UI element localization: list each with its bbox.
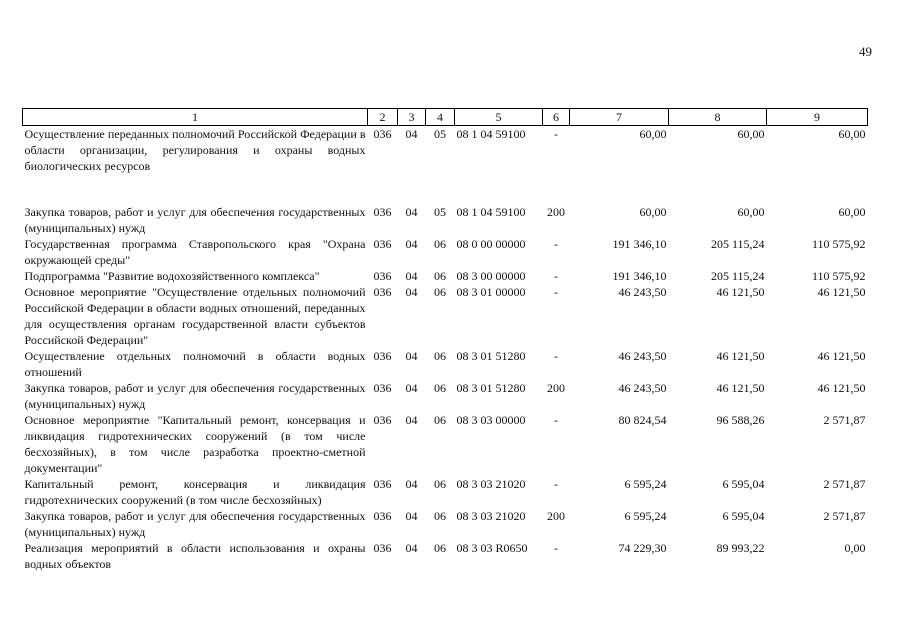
row-code-3: 04 — [405, 237, 418, 251]
row-code-6: - — [554, 413, 558, 427]
row-amount-9: 110 575,92 — [811, 269, 866, 283]
row-code-2: 036 — [373, 349, 392, 363]
row-code-6: 200 — [547, 381, 565, 395]
row-code-5: 08 1 04 59100 — [456, 127, 526, 141]
row-code-6: - — [554, 285, 558, 299]
column-header: 2 — [368, 109, 398, 126]
row-code-5: 08 0 00 00000 — [456, 237, 526, 251]
row-description: Закупка товаров, работ и услуг для обеспечения государственных (муниципальных) нужд — [24, 381, 366, 411]
row-code-4: 06 — [434, 349, 446, 363]
row-amount-8: 60,00 — [737, 205, 765, 219]
row-amount-8: 89 993,22 — [716, 541, 765, 555]
column-header: 1 — [23, 109, 368, 126]
row-code-4: 06 — [434, 285, 446, 299]
row-description: Подпрограмма "Развитие водохозяйственного комплекса" — [24, 269, 320, 283]
row-amount-8: 96 588,26 — [716, 413, 765, 427]
row-description: Осуществление отдельных полномочий в области водных отношений — [24, 349, 366, 379]
table-body — [23, 126, 868, 573]
row-code-3: 04 — [405, 381, 418, 395]
table-row — [23, 476, 868, 508]
row-amount-7: 46 243,50 — [618, 381, 667, 395]
row-description: Основное мероприятие "Капитальный ремонт, консервация и ликвидация гидротехнических сооружений (в том числе бесхозяйных), в том числе разработка проектно-сметной документации" — [24, 413, 366, 475]
row-code-4: 06 — [434, 381, 446, 395]
row-amount-9: 60,00 — [838, 127, 866, 141]
row-code-5: 08 3 01 51280 — [456, 349, 526, 363]
row-code-6: 200 — [547, 205, 565, 219]
column-header: 4 — [426, 109, 455, 126]
row-code-4: 06 — [434, 541, 446, 555]
row-code-4: 06 — [434, 413, 446, 427]
row-code-2: 036 — [373, 269, 392, 283]
table-row — [23, 284, 868, 348]
row-code-2: 036 — [373, 381, 392, 395]
row-code-2: 036 — [373, 413, 392, 427]
row-amount-8: 6 595,04 — [722, 477, 765, 491]
row-code-3: 04 — [405, 509, 418, 523]
table-row — [23, 508, 868, 540]
row-code-2: 036 — [373, 509, 392, 523]
row-code-4: 06 — [434, 269, 446, 283]
row-amount-8: 205 115,24 — [710, 269, 765, 283]
budget-table — [22, 108, 868, 572]
table-row — [23, 204, 868, 236]
row-code-2: 036 — [373, 541, 392, 555]
row-code-6: - — [554, 237, 558, 251]
row-amount-7: 60,00 — [639, 205, 667, 219]
row-code-3: 04 — [405, 413, 418, 427]
row-description: Государственная программа Ставропольского края "Охрана окружающей среды" — [24, 237, 366, 267]
row-amount-7: 6 595,24 — [624, 509, 667, 523]
column-header: 7 — [570, 109, 669, 126]
row-code-5: 08 1 04 59100 — [456, 205, 526, 219]
row-code-6: - — [554, 269, 558, 283]
table-row — [23, 380, 868, 412]
row-description: Реализация мероприятий в области использования и охраны водных объектов — [24, 541, 366, 571]
row-description: Капитальный ремонт, консервация и ликвидация гидротехнических сооружений (в том числе бесхозяйных) — [24, 477, 366, 507]
row-code-5: 08 3 03 21020 — [456, 509, 526, 523]
row-amount-8: 46 121,50 — [716, 349, 765, 363]
row-code-4: 05 — [434, 205, 446, 219]
row-code-2: 036 — [373, 127, 392, 141]
row-amount-7: 46 243,50 — [618, 349, 667, 363]
row-code-5: 08 3 01 51280 — [456, 381, 526, 395]
row-amount-8: 46 121,50 — [716, 285, 765, 299]
row-code-5: 08 3 03 21020 — [456, 477, 526, 491]
row-amount-7: 60,00 — [639, 127, 667, 141]
row-code-5: 08 3 01 00000 — [456, 285, 526, 299]
row-code-4: 05 — [434, 127, 446, 141]
row-amount-9: 46 121,50 — [817, 285, 866, 299]
row-amount-7: 191 346,10 — [612, 269, 667, 283]
row-code-3: 04 — [405, 205, 418, 219]
row-code-6: - — [554, 349, 558, 363]
row-code-2: 036 — [373, 237, 392, 251]
row-amount-9: 110 575,92 — [811, 237, 866, 251]
row-description: Осуществление переданных полномочий Российской Федерации в области организации, регулирования и охраны водных биологических ресурсов — [24, 127, 366, 173]
row-code-6: 200 — [547, 509, 565, 523]
column-header: 6 — [543, 109, 570, 126]
row-code-3: 04 — [405, 541, 418, 555]
table-row — [23, 126, 868, 205]
row-amount-7: 80 824,54 — [618, 413, 667, 427]
row-amount-8: 6 595,04 — [722, 509, 765, 523]
row-amount-9: 2 571,87 — [823, 413, 866, 427]
table-row — [23, 540, 868, 572]
table-row — [23, 412, 868, 476]
row-amount-9: 60,00 — [838, 205, 866, 219]
row-code-3: 04 — [405, 127, 418, 141]
row-code-4: 06 — [434, 477, 446, 491]
column-header: 3 — [398, 109, 426, 126]
row-code-5: 08 3 03 00000 — [456, 413, 526, 427]
page-number: 49 — [859, 44, 872, 59]
row-amount-7: 6 595,24 — [624, 477, 667, 491]
table-row — [23, 268, 868, 284]
row-amount-7: 74 229,30 — [618, 541, 667, 555]
table-row — [23, 348, 868, 380]
row-description: Закупка товаров, работ и услуг для обеспечения государственных (муниципальных) нужд — [24, 509, 366, 539]
row-code-2: 036 — [373, 477, 392, 491]
header-row — [23, 109, 868, 126]
row-description: Основное мероприятие "Осуществление отдельных полномочий Российской Федерации в области водных отношений, переданных для осуществления органам государственной власти субъектов Российской Федерации" — [24, 285, 366, 347]
row-code-5: 08 3 00 00000 — [456, 269, 526, 283]
row-code-3: 04 — [405, 285, 418, 299]
row-code-6: - — [554, 541, 558, 555]
row-code-2: 036 — [373, 205, 392, 219]
row-description: Закупка товаров, работ и услуг для обеспечения государственных (муниципальных) нужд — [24, 205, 366, 235]
column-header: 5 — [455, 109, 543, 126]
row-amount-9: 46 121,50 — [817, 381, 866, 395]
row-amount-8: 46 121,50 — [716, 381, 765, 395]
row-code-6: - — [554, 127, 558, 141]
column-header: 8 — [669, 109, 767, 126]
row-code-4: 06 — [434, 237, 446, 251]
row-code-5: 08 3 03 R0650 — [456, 541, 528, 555]
row-code-3: 04 — [405, 349, 418, 363]
row-code-6: - — [554, 477, 558, 491]
column-header: 9 — [767, 109, 868, 126]
row-amount-7: 191 346,10 — [612, 237, 667, 251]
row-amount-9: 2 571,87 — [823, 477, 866, 491]
row-amount-8: 205 115,24 — [710, 237, 765, 251]
row-code-2: 036 — [373, 285, 392, 299]
row-amount-8: 60,00 — [737, 127, 765, 141]
row-code-3: 04 — [405, 269, 418, 283]
table-row — [23, 236, 868, 268]
row-code-4: 06 — [434, 509, 446, 523]
row-code-3: 04 — [405, 477, 418, 491]
row-amount-9: 46 121,50 — [817, 349, 866, 363]
row-amount-9: 2 571,87 — [823, 509, 866, 523]
row-amount-9: 0,00 — [844, 541, 866, 555]
row-amount-7: 46 243,50 — [618, 285, 667, 299]
